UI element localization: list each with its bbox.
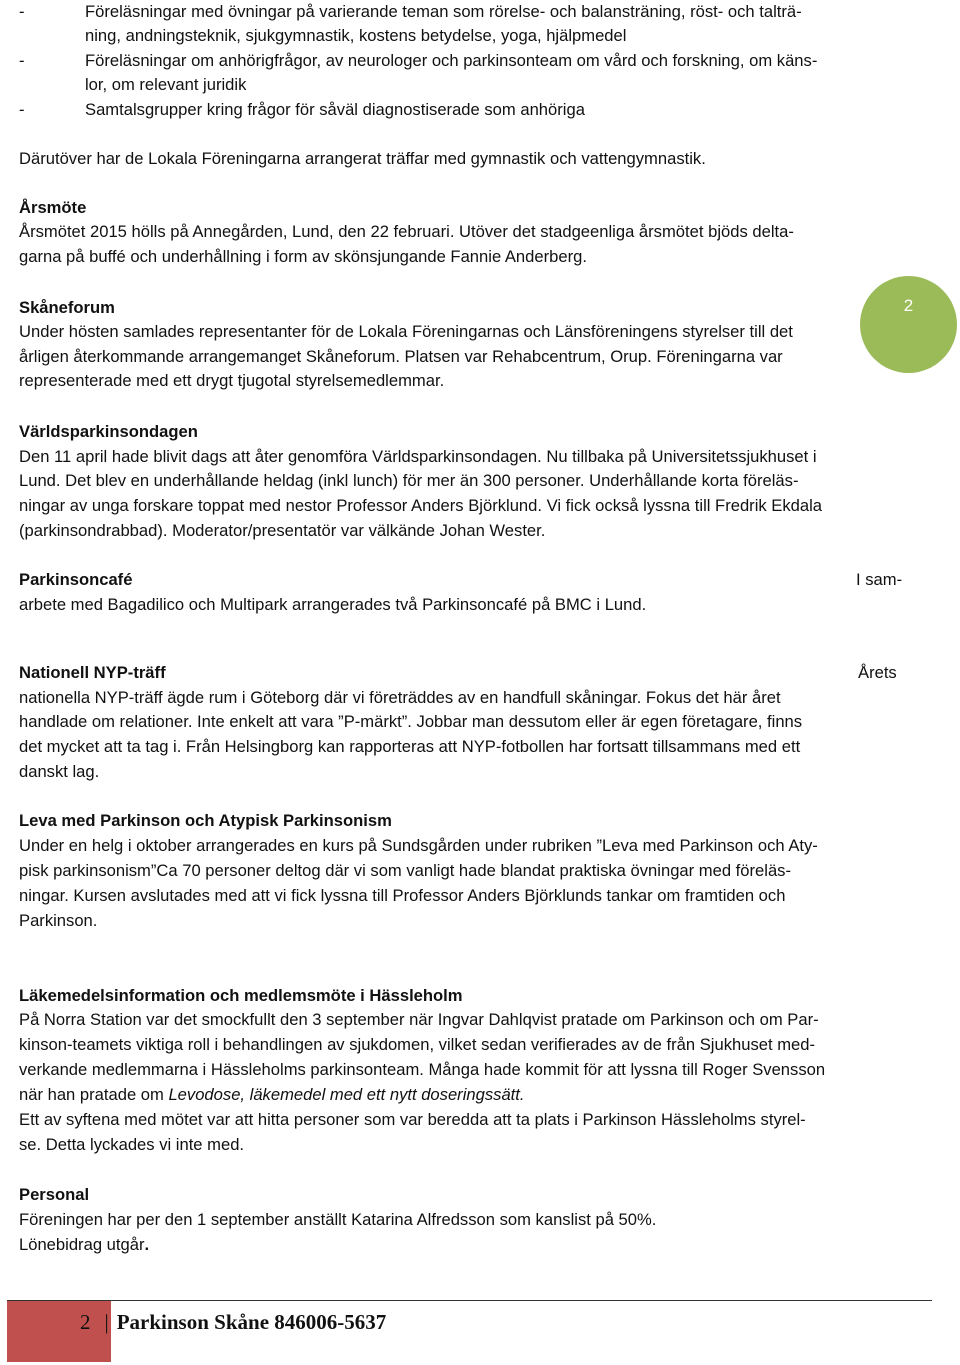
bold-punctuation: . <box>144 1235 150 1254</box>
paragraph-line: årligen återkommande arrangemanget Skåneforum. Platsen var Rehabcentrum, Orup. Föreningarna var <box>19 347 783 366</box>
bullet-text: Föreläsningar om anhörigfrågor, av neurologer och parkinsonteam om vård och forskning, om käns- <box>85 51 818 70</box>
intro-paragraph: Därutöver har de Lokala Föreningarna arrangerat träffar med gymnastik och vattengymnastik. <box>19 149 706 168</box>
section-heading-lakemedelsinformation: Läkemedelsinformation och medlemsmöte i Hässleholm <box>19 986 463 1005</box>
section-heading-arsmote: Årsmöte <box>19 198 87 217</box>
bullet-item <box>19 49 817 73</box>
footer-separator: | <box>104 1310 109 1334</box>
paragraph-line: Under en helg i oktober arrangerades en kurs på Sundsgården under rubriken ”Leva med Parkinson och Aty- <box>19 836 818 855</box>
paragraph-line: handlade om relationer. Inte enkelt att vara ”P-märkt”. Jobbar man dessutom eller är egen företagare, finns <box>19 712 803 731</box>
paragraph-line <box>19 1233 149 1257</box>
paragraph-line: På Norra Station var det smockfullt den 3 september när Ingvar Dahlqvist pratade om Parkinson och om Par- <box>19 1010 819 1029</box>
paragraph-line-fragment: Årets <box>858 663 897 682</box>
paragraph-line: pisk parkinsonism”Ca 70 personer deltog där vi som vanligt hade blandat praktiska övningar med föreläs- <box>19 861 792 880</box>
paragraph-line: kinson-teamets viktiga roll i behandlingen av sjukdomen, vilket sedan verifierades av de från Sjukhuset med- <box>19 1035 815 1054</box>
footer-page-number: 2 <box>80 1310 91 1334</box>
paragraph-line: representerade med ett drygt tjugotal styrelsemedlemmar. <box>19 371 445 390</box>
bullet-item <box>19 0 802 24</box>
footer <box>80 1308 386 1336</box>
paragraph-line: Ett av syftena med mötet var att hitta personer som var beredda att ta plats i Parkinson Hässleholms styrel- <box>19 1110 806 1129</box>
bullet-dash: - <box>19 2 25 21</box>
paragraph-line: Årsmötet 2015 hölls på Annegården, Lund, den 22 februari. Utöver det stadgeenliga årsmötet bjöds delta- <box>19 222 794 241</box>
paragraph-line: Lund. Det blev en underhållande heldag (inkl lunch) för mer än 300 personer. Underhållande korta föreläs- <box>19 471 799 490</box>
paragraph-line: (parkinsondrabbad). Moderator/presentatör var välkände Johan Wester. <box>19 521 546 540</box>
paragraph-line: verkande medlemmarna i Hässleholms parkinsonteam. Många hade kommit för att lyssna till Roger Svensson <box>19 1060 826 1079</box>
section-heading-parkinsoncafe: Parkinsoncafé <box>19 570 133 589</box>
paragraph-line: ningar av unga forskare toppat med nestor Professor Anders Björklund. Vi fick också lyssna till Fredrik Ekdala <box>19 496 823 515</box>
paragraph-line: nationella NYP-träff ägde rum i Göteborg där vi företräddes av en handfull skåningar. Fokus det här året <box>19 688 781 707</box>
section-heading-nyp: Nationell NYP-träff <box>19 663 166 682</box>
bullet-text: Föreläsningar med övningar på varierande teman som rörelse- och balansträning, röst- och talträ- <box>85 2 802 21</box>
section-heading-leva-med-parkinson: Leva med Parkinson och Atypisk Parkinsonism <box>19 811 392 830</box>
bullet-text: Samtalsgrupper kring frågor för såväl diagnostiserade som anhöriga <box>85 100 585 119</box>
bullet-dash: - <box>19 51 25 70</box>
paragraph-line: ningar. Kursen avslutades med att vi fick lyssna till Professor Anders Björklunds tankar om framtiden och <box>19 886 786 905</box>
paragraph-line: danskt lag. <box>19 762 100 781</box>
italic-phrase: Levodose, läkemedel med ett nytt doseringssätt. <box>168 1085 525 1104</box>
bullet-text-cont: lor, om relevant juridik <box>85 75 247 94</box>
page-number-badge: 2 <box>860 276 957 373</box>
section-heading-personal: Personal <box>19 1185 90 1204</box>
footer-title: Parkinson Skåne 846006-5637 <box>116 1310 387 1334</box>
bullet-dash: - <box>19 100 25 119</box>
paragraph-line: det mycket att ta tag i. Från Helsingborg kan rapporteras att NYP-fotbollen har fortsatt tillsammans med ett <box>19 737 801 756</box>
paragraph-line: arbete med Bagadilico och Multipark arrangerades två Parkinsoncafé på BMC i Lund. <box>19 595 647 614</box>
paragraph-line: Den 11 april hade blivit dags att åter genomföra Världsparkinsondagen. Nu tillbaka på Universitetssjukhuset i <box>19 447 817 466</box>
paragraph-line: Parkinson. <box>19 911 98 930</box>
footer-rule <box>7 1300 932 1301</box>
section-heading-varldsparkinsondagen: Världsparkinsondagen <box>19 422 198 441</box>
paragraph-text: Lönebidrag utgår <box>19 1235 145 1254</box>
paragraph-text: när han pratade om <box>19 1085 169 1104</box>
section-heading-skaneforum: Skåneforum <box>19 298 115 317</box>
paragraph-line <box>19 1083 525 1107</box>
paragraph-line: se. Detta lyckades vi inte med. <box>19 1135 245 1154</box>
paragraph-line: Under hösten samlades representanter för de Lokala Föreningarnas och Länsföreningens styrelser till det <box>19 322 793 341</box>
bullet-item <box>19 98 585 122</box>
paragraph-line: Föreningen har per den 1 september anställt Katarina Alfredsson som kanslist på 50%. <box>19 1210 657 1229</box>
bullet-text-cont: ning, andningsteknik, sjukgymnastik, kostens betydelse, yoga, hjälpmedel <box>85 26 627 45</box>
paragraph-line-fragment: I sam- <box>856 570 903 589</box>
paragraph-line: garna på buffé och underhållning i form av skönsjungande Fannie Anderberg. <box>19 247 587 266</box>
